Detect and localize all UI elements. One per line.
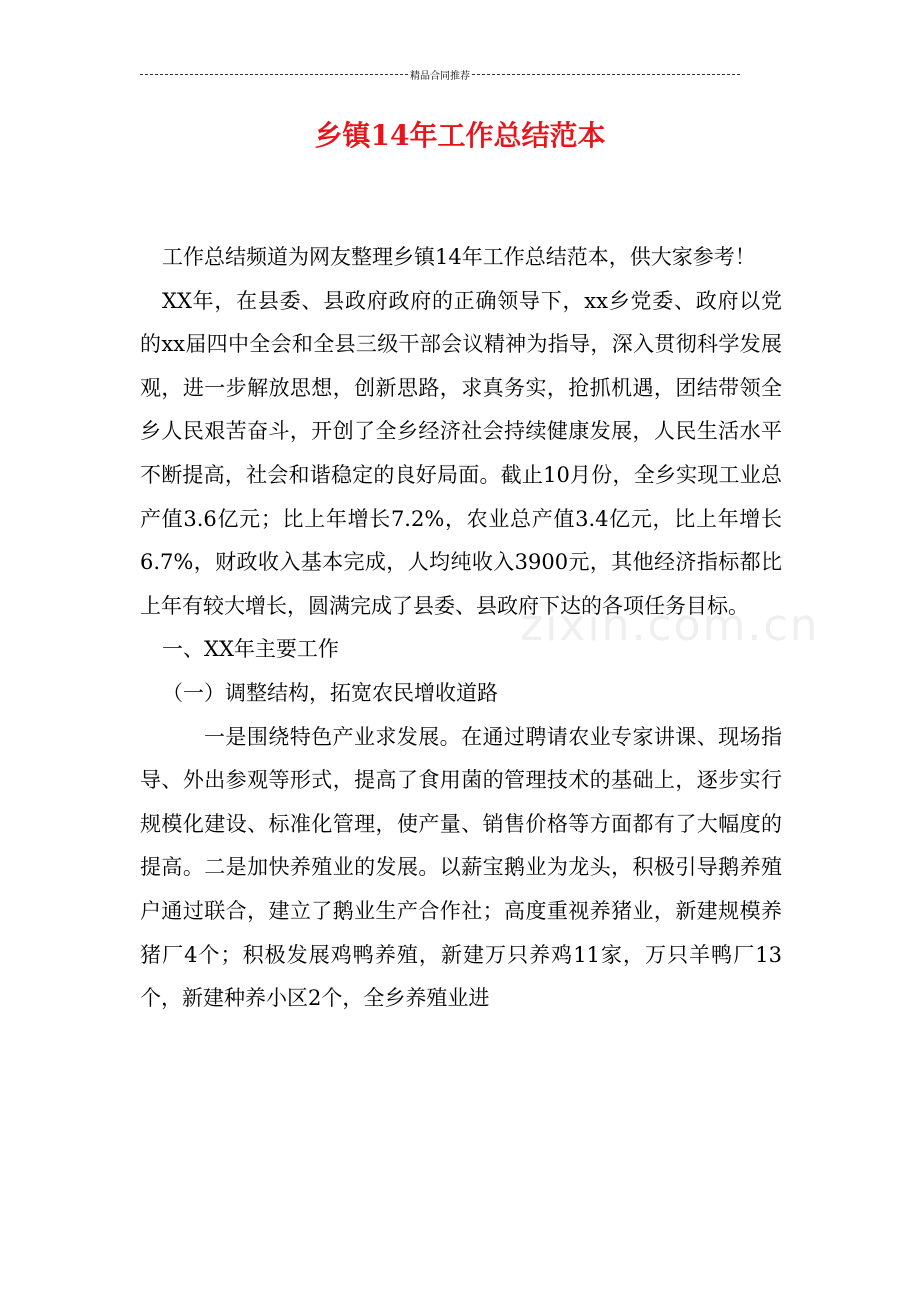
header-dashes-left (140, 74, 408, 75)
header-dashes-right (472, 74, 740, 75)
section-heading: 一、XX年主要工作 (162, 637, 339, 662)
subsection-heading: （一）调整结构，拓宽农民增收道路 (162, 680, 498, 705)
body-paragraph: 一是围绕特色产业求发展。在通过聘请农业专家讲课、现场指导、外出参观等形式，提高了食用菌的管理技术的基础上，逐步实行规模化建设、标准化管理，使产量、销售价格等方面都有了大幅度的提高。二是加快养殖业的发展。以薪宝鹅业为龙头，积极引导鹅养殖户通过联合，建立了鹅业生产合作社；高度重视养猪业，新建规模养猪厂4个；积极发展鸡鸭养殖，新建万只养鸡11家，万只羊鸭厂13个，新建种养小区2个，全乡养殖业进 (140, 724, 782, 1011)
intro-paragraph: 工作总结频道为网友整理乡镇14年工作总结范本，供大家参考！ (162, 245, 756, 269)
document-title: 乡镇14年工作总结范本 (314, 119, 606, 152)
header-label: 精品合同推荐 (410, 70, 470, 82)
document-body (140, 236, 782, 1021)
watermark: zixin.com.cn (520, 600, 820, 651)
page-header (140, 66, 740, 82)
summary-paragraph: XX年，在县委、县政府政府的正确领导下，xx乡党委、政府以党的xx届四中全会和全县三级干部会议精神为指导，深入贯彻科学发展观，进一步解放思想，创新思路，求真务实，抢抓机遇，团结带领全乡人民艰苦奋斗，开创了全乡经济社会持续健康发展，人民生活水平不断提高，社会和谐稳定的良好局面。截止10月份，全乡实现工业总产值3.6亿元；比上年增长7.2%，农业总产值3.4亿元，比上年增长6.7%，财政收入基本完成，人均纯收入3900元，其他经济指标都比上年有较大增长，圆满完成了县委、县政府下达的各项任务目标。 (140, 288, 782, 618)
